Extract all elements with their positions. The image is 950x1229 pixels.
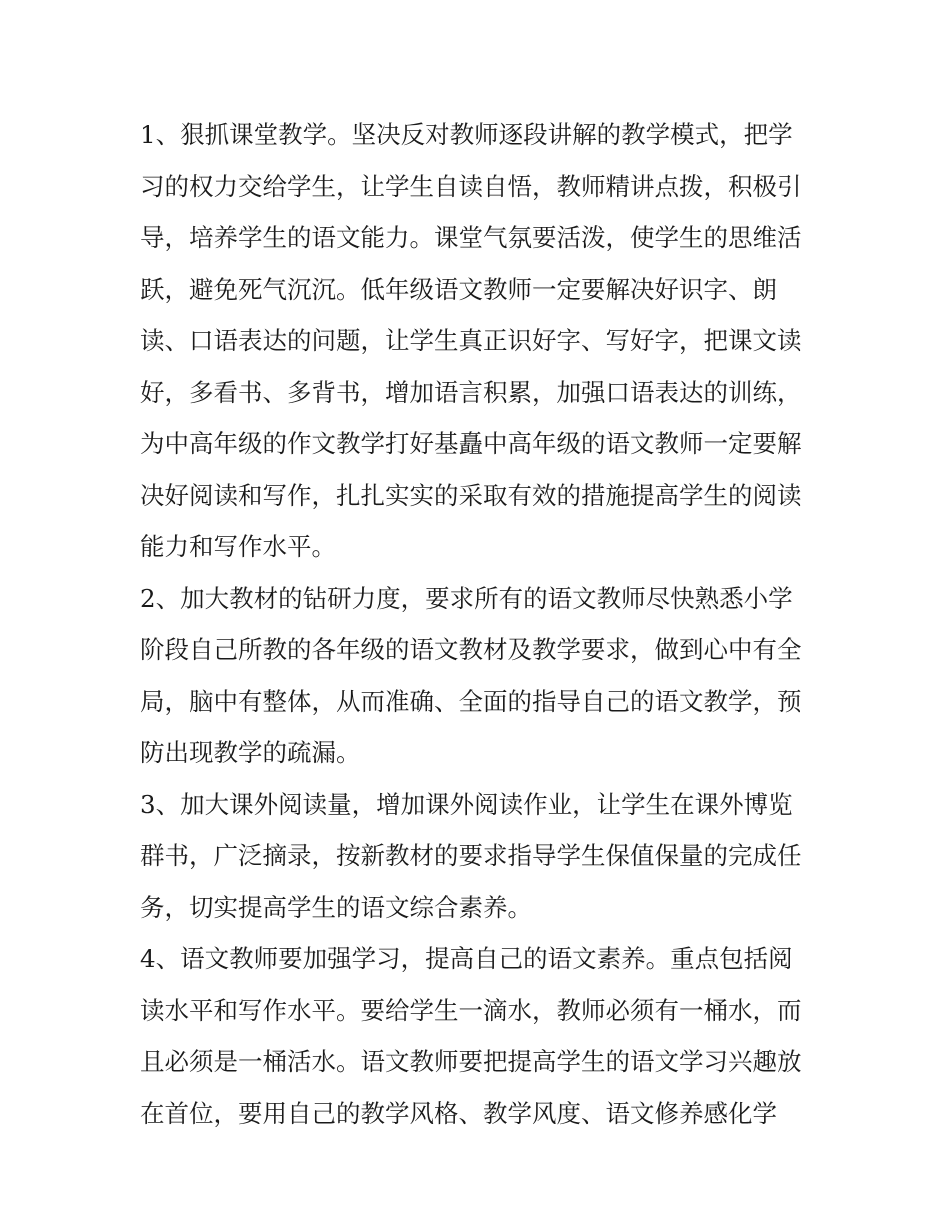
text-line: 读、口语表达的问题，让学生真正识好字、写好字，把课文读 (140, 326, 802, 355)
text-line: 务，切实提高学生的语文综合素养。 (140, 892, 532, 922)
text-line: 且必须是一桶活水。语文教师要把提高学生的语文学习兴趣放 (140, 1047, 802, 1076)
text-line: 4、语文教师要加强学习，提高自己的语文素养。重点包括阅 (140, 944, 793, 973)
text-line: 好，多看书、多背书，增加语言积累，加强口语表达的训练， (140, 377, 802, 407)
text-line: 3、加大课外阅读量，增加课外阅读作业，让学生在课外博览 (140, 789, 793, 819)
text-line: 习的权力交给学生，让学生自读自悟，教师精讲点拨，积极引 (140, 171, 802, 201)
paragraph-2 (140, 573, 820, 779)
text-line: 阶段自己所教的各年级的语文教材及教学要求，做到心中有全 (140, 635, 802, 664)
paragraph-4 (140, 933, 820, 1139)
text-line: 为中高年级的作文教学打好基矗中高年级的语文教师一定要解 (140, 429, 802, 458)
text-line: 决好阅读和写作，扎扎实实的采取有效的措施提高学生的阅读 (140, 480, 802, 510)
text-line: 读水平和写作水平。要给学生一滴水，教师必须有一桶水，而 (140, 995, 802, 1025)
paragraph-3 (140, 779, 820, 934)
text-line: 2、加大教材的钻研力度，要求所有的语文教师尽快熟悉小学 (140, 583, 793, 613)
text-line: 防出现教学的疏漏。 (140, 738, 361, 767)
text-line: 导，培养学生的语文能力。课堂气氛要活泼，使学生的思维活 (140, 223, 802, 252)
text-line: 在首位，要用自己的教学风格、教学风度、语文修养感化学 (140, 1098, 777, 1128)
text-line: 跃，避免死气沉沉。低年级语文教师一定要解决好识字、朗 (140, 274, 777, 304)
document-body (140, 109, 820, 1139)
paragraph-1 (140, 109, 820, 573)
text-line: 能力和写作水平。 (140, 532, 336, 561)
text-line: 群书，广泛摘录，按新教材的要求指导学生保值保量的完成任 (140, 841, 802, 870)
text-line: 1、狠抓课堂教学。坚决反对教师逐段讲解的教学模式，把学 (140, 120, 793, 149)
text-line: 局，脑中有整体，从而准确、全面的指导自己的语文教学，预 (140, 686, 802, 716)
